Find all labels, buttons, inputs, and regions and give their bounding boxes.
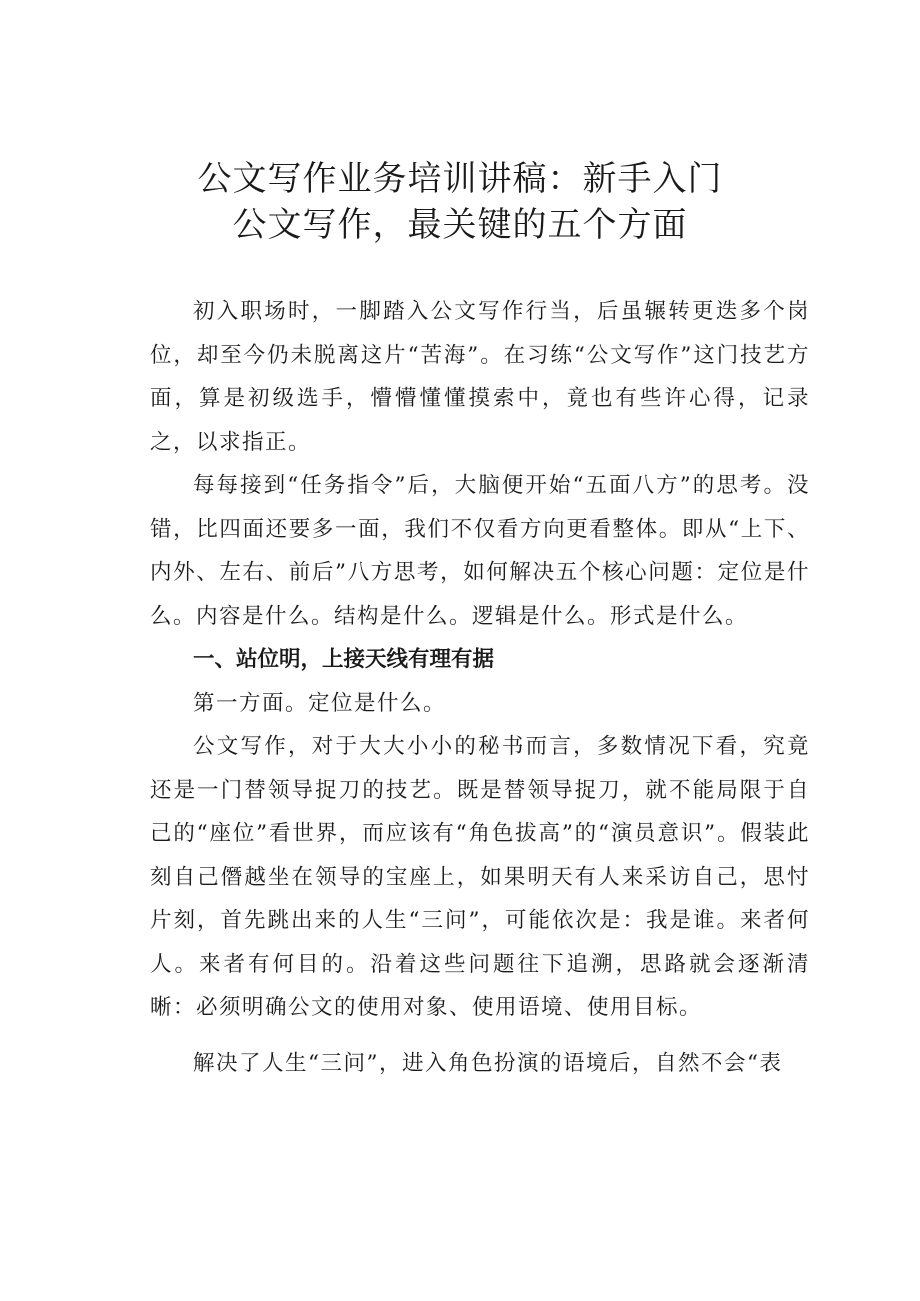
section-paragraph-2: 公文写作，对于大大小小的秘书而言，多数情况下看，究竟还是一门替领导捉刀的技艺。既是替领导捉刀，就不能局限于自己的“座位”看世界，而应该有“角色拔高”的“演员意识”。假装此刻自己僭越坐在领导的宝座上，如果明天有人来采访自己，思忖片刻，首先跳出来的人生“三问”，可能依次是：我是谁。来者何人。来者有何目的。沿着这些问题往下追溯，思路就会逐渐清晰：必须明确公文的使用对象、使用语境、使用目标。: [150, 734, 810, 1020]
section-paragraph-1: 第一方面。定位是什么。: [193, 690, 447, 716]
section-paragraph-3: 解决了人生“三问”，进入角色扮演的语境后，自然不会“表: [193, 1050, 783, 1076]
title-line-2: 公文写作，最关键的五个方面: [232, 205, 688, 245]
section-heading: 一、站位明，上接天线有理有据: [193, 647, 495, 672]
document-title: [0, 156, 920, 248]
intro-paragraph-1: 初入职场时，一脚踏入公文写作行当，后虽辗转更迭多个岗位，却至今仍未脱离这片“苦海”。在习练“公文写作”这门技艺方面，算是初级选手，懵懵懂懂摸索中，竟也有些许心得，记录之，以求指正。: [150, 299, 810, 455]
intro-paragraph-2: 每每接到“任务指令”后，大脑便开始“五面八方”的思考。没错，比四面还要多一面，我们不仅看方向更看整体。即从“上下、内外、左右、前后”八方思考，如何解决五个核心问题：定位是什么。内容是什么。结构是什么。逻辑是什么。形式是什么。: [150, 473, 810, 629]
paragraph-gap: [150, 1030, 810, 1042]
document-body: [150, 290, 810, 1085]
title-line-1: 公文写作业务培训讲稿：新手入门: [197, 159, 723, 199]
